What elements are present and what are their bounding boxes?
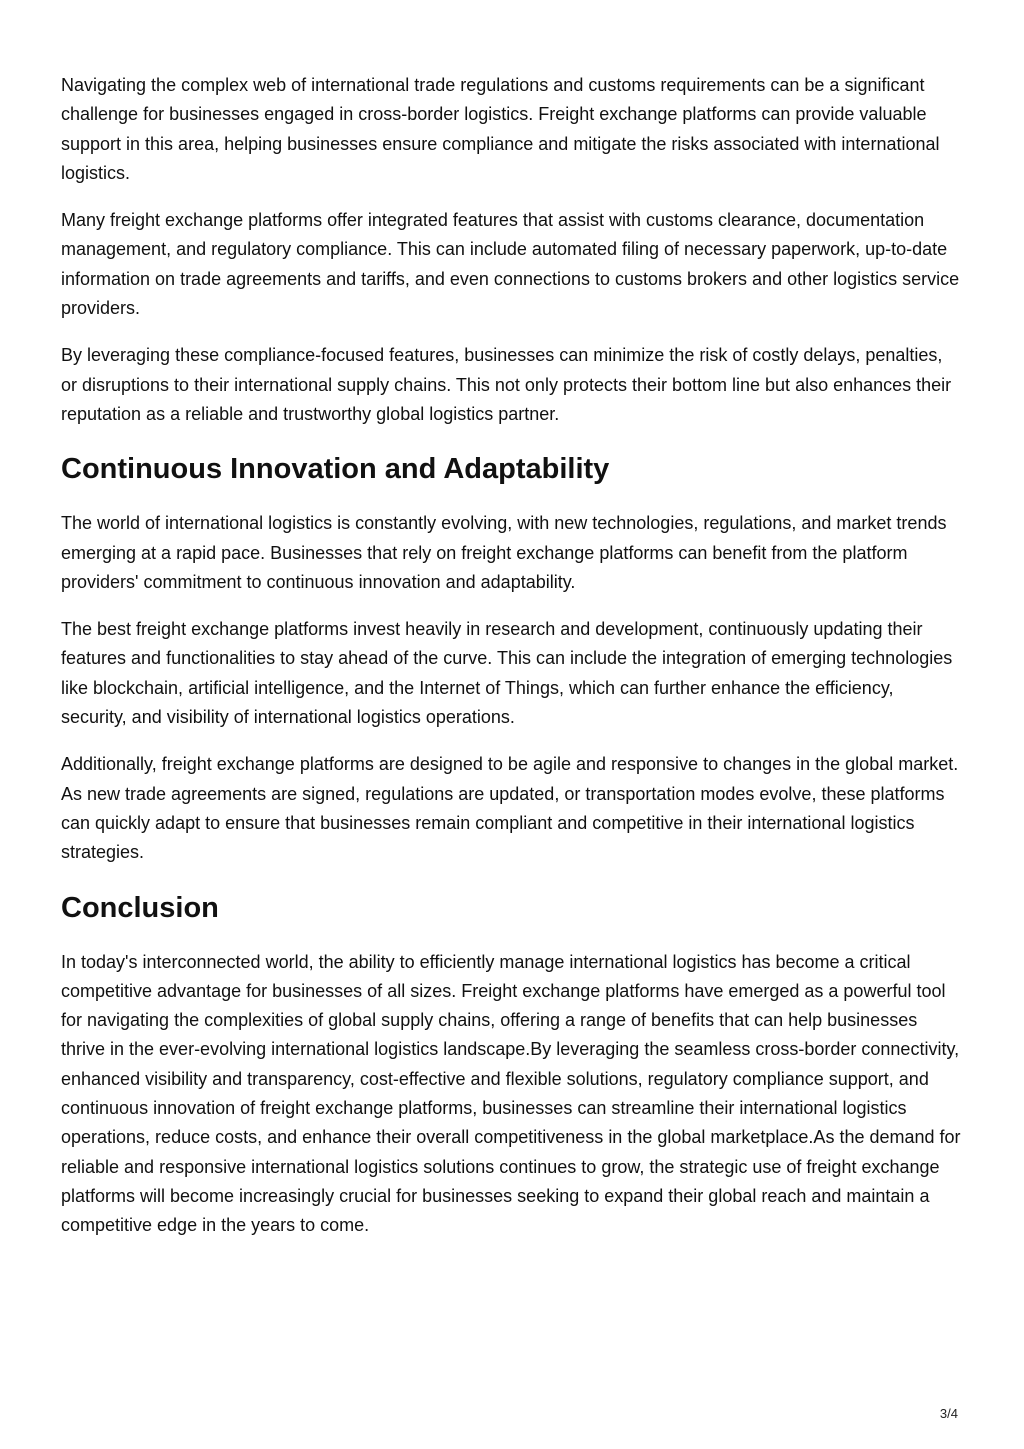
paragraph-conclusion: In today's interconnected world, the ability to efficiently manage international logistics has become a critical competitive advantage for businesses of all sizes. Freight exchange platforms have emerged as a powerful tool for navigating the complexities of global supply chains, offering a range of benefits that can help businesses thrive in the ever-evolving international logistics landscape.By leveraging the seamless cross-border connectivity, enhanced visibility and transparency, cost-effective and flexible solutions, regulatory compliance support, and continuous innovation of freight exchange platforms, businesses can streamline their international logistics operations, reduce costs, and enhance their overall competitiveness in the global marketplace.As the demand for reliable and responsive international logistics solutions continues to grow, the strategic use of freight exchange platforms will become increasingly crucial for businesses seeking to expand their global reach and maintain a competitive edge in the years to come.: [61, 951, 961, 1236]
paragraph-innovation-1: The world of international logistics is constantly evolving, with new technologies, regulations, and market trends emerging at a rapid pace. Businesses that rely on freight exchange platforms can benefit from the platform providers' commitment to continuous innovation and adaptability.: [61, 513, 947, 592]
paragraph-compliance-intro: Navigating the complex web of international trade regulations and customs requirements can be a significant challenge for businesses engaged in cross-border logistics. Freight exchange platforms can provide valuable support in this area, helping businesses ensure compliance and mitigate the risks associated with international logistics.: [61, 75, 940, 183]
heading-innovation: Continuous Innovation and Adaptability: [61, 453, 610, 486]
page-number: 3/4: [939, 1406, 958, 1421]
paragraph-compliance-benefits: By leveraging these compliance-focused features, businesses can minimize the risk of costly delays, penalties, or disruptions to their international supply chains. This not only protects their bottom line but also enhances their reputation as a reliable and trustworthy global logistics partner.: [61, 345, 952, 424]
heading-conclusion: Conclusion: [61, 891, 219, 924]
paragraph-compliance-features: Many freight exchange platforms offer integrated features that assist with customs clearance, documentation management, and regulatory compliance. This can include automated filing of necessary paperwork, up-to-date information on trade agreements and tariffs, and even connections to customs brokers and other logistics service providers.: [61, 210, 960, 319]
paragraph-innovation-3: Additionally, freight exchange platforms are designed to be agile and responsive to changes in the global market. As new trade agreements are signed, regulations are updated, or transportation modes evolve, these platforms can quickly adapt to ensure that businesses remain compliant and competitive in their international logistics strategies.: [61, 754, 959, 863]
paragraph-innovation-2: The best freight exchange platforms invest heavily in research and development, continuously updating their features and functionalities to stay ahead of the curve. This can include the integration of emerging technologies like blockchain, artificial intelligence, and the Internet of Things, which can further enhance the efficiency, security, and visibility of international logistics operations.: [61, 619, 953, 728]
document-body: [61, 71, 961, 1259]
